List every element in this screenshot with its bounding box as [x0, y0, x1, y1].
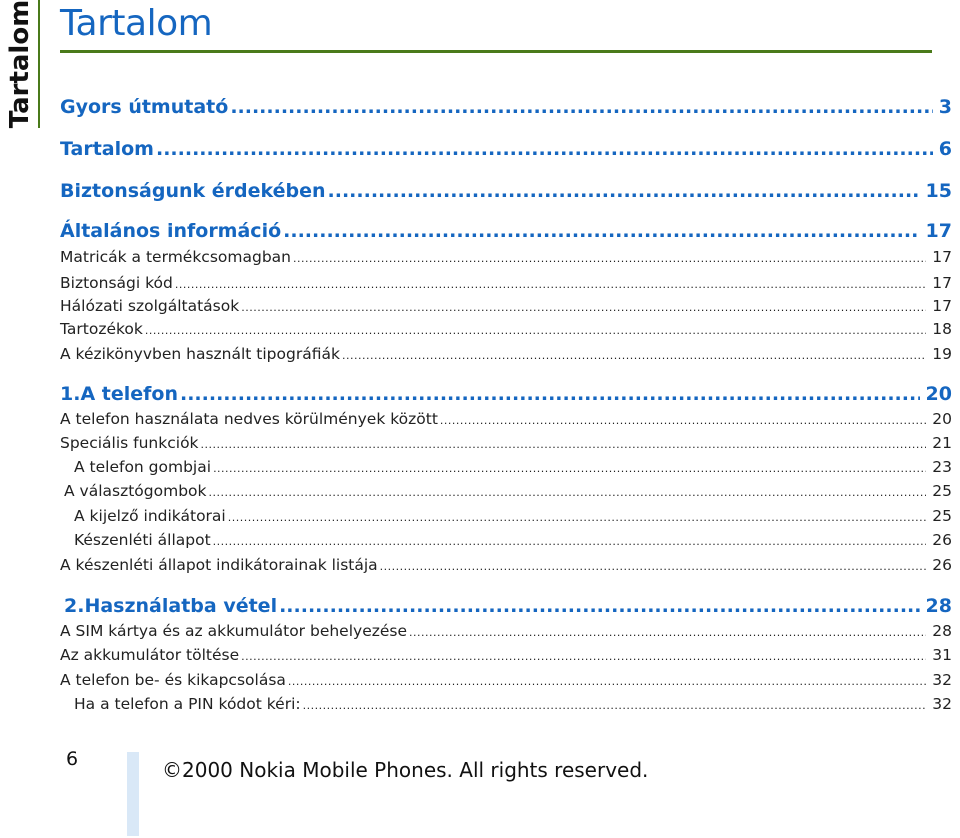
toc-page-number: 31 — [932, 646, 952, 664]
toc-section-entry[interactable] — [60, 297, 952, 315]
toc-section-entry[interactable] — [60, 248, 952, 266]
toc-dot-leader — [380, 556, 927, 574]
toc-section-entry[interactable] — [60, 482, 952, 500]
toc-section-entry[interactable] — [60, 622, 952, 640]
toc-chapter-entry[interactable] — [60, 96, 952, 118]
toc-entry-title: Tartozékok — [60, 320, 143, 338]
toc-page-number: 20 — [932, 410, 952, 428]
toc-page-number: 17 — [932, 248, 952, 266]
toc-dot-leader — [288, 671, 926, 689]
footer-page-number: 6 — [66, 748, 79, 770]
toc-dot-leader — [241, 646, 926, 664]
toc-page-number: 17 — [925, 220, 952, 242]
toc-dot-leader — [342, 345, 926, 363]
toc-entry-title: A kijelző indikátorai — [74, 507, 226, 525]
toc-page-number: 17 — [932, 274, 952, 292]
toc-chapter-entry[interactable] — [60, 138, 952, 160]
toc-entry-title: Matricák a termékcsomagban — [60, 248, 291, 266]
toc-page-number: 28 — [925, 595, 952, 617]
toc-entry-title: A telefon gombjai — [74, 458, 212, 476]
toc-entry-title: Hálózati szolgáltatások — [60, 297, 240, 315]
toc-entry-title: Ha a telefon a PIN kódot kéri: — [74, 695, 301, 713]
toc-entry-title: 1.A telefon — [60, 383, 178, 405]
footer-bar — [127, 752, 139, 836]
side-tab — [0, 0, 40, 128]
toc-entry-title: A kézikönyvben használt tipográfiák — [60, 345, 340, 363]
toc-page-number: 26 — [932, 531, 952, 549]
toc-page-number: 17 — [932, 297, 952, 315]
toc-section-entry[interactable] — [60, 274, 952, 292]
toc-dot-leader — [440, 410, 926, 428]
toc-dot-leader — [209, 482, 927, 500]
toc-entry-title: Általános információ — [60, 220, 282, 242]
toc-entry-title: Speciális funkciók — [60, 434, 199, 452]
toc-page-number: 25 — [932, 482, 952, 500]
toc-section-entry[interactable] — [60, 531, 952, 549]
toc-section-entry[interactable] — [60, 434, 952, 452]
toc-entry-title: Biztonsági kód — [60, 274, 173, 292]
toc-page-number: 32 — [932, 671, 952, 689]
toc-dot-leader — [213, 458, 926, 476]
toc-section-entry[interactable] — [60, 507, 952, 525]
toc-dot-leader — [283, 220, 919, 242]
toc-dot-leader — [201, 434, 927, 452]
side-tab-label: Tartalom — [5, 0, 35, 129]
toc-page-number: 32 — [932, 695, 952, 713]
title-rule — [60, 50, 932, 53]
toc-entry-title: Készenléti állapot — [74, 531, 211, 549]
toc-page-number: 26 — [932, 556, 952, 574]
toc-entry-title: Gyors útmutató — [60, 96, 229, 118]
toc-page-number: 25 — [932, 507, 952, 525]
toc-page-number: 6 — [938, 138, 952, 160]
toc-entry-title: Biztonságunk érdekében — [60, 180, 326, 202]
toc-dot-leader — [228, 507, 927, 525]
toc-section-entry[interactable] — [60, 410, 952, 428]
toc-page-number: 28 — [932, 622, 952, 640]
toc-entry-title: Az akkumulátor töltése — [60, 646, 240, 664]
toc-entry-title: Tartalom — [60, 138, 154, 160]
toc-page-number: 3 — [938, 96, 952, 118]
toc-section-entry[interactable] — [60, 345, 952, 363]
toc-dot-leader — [156, 138, 933, 160]
toc-dot-leader — [293, 248, 926, 266]
toc-page-number: 18 — [932, 320, 952, 338]
toc-chapter-entry[interactable] — [60, 383, 952, 405]
toc-entry-title: A készenléti állapot indikátorainak listája — [60, 556, 378, 574]
toc-section-entry[interactable] — [60, 646, 952, 664]
toc-dot-leader — [241, 297, 926, 315]
toc-chapter-entry[interactable] — [60, 220, 952, 242]
toc-entry-title: 2.Használatba vétel — [64, 595, 278, 617]
toc-dot-leader — [303, 695, 927, 713]
toc-section-entry[interactable] — [60, 671, 952, 689]
toc-dot-leader — [230, 96, 932, 118]
toc-chapter-entry[interactable] — [60, 595, 952, 617]
toc-dot-leader — [409, 622, 926, 640]
toc-page-number: 21 — [932, 434, 952, 452]
toc-section-entry[interactable] — [60, 458, 952, 476]
toc-dot-leader — [145, 320, 926, 338]
toc-dot-leader — [213, 531, 927, 549]
toc-page-number: 15 — [925, 180, 952, 202]
toc-section-entry[interactable] — [60, 695, 952, 713]
toc-chapter-entry[interactable] — [60, 180, 952, 202]
toc-entry-title: A SIM kártya és az akkumulátor behelyezése — [60, 622, 408, 640]
toc-section-entry[interactable] — [60, 320, 952, 338]
page-title: Tartalom — [60, 3, 213, 44]
toc-page-number: 23 — [932, 458, 952, 476]
toc-page-number: 20 — [925, 383, 952, 405]
toc-page-number: 19 — [932, 345, 952, 363]
toc-entry-title: A telefon be- és kikapcsolása — [60, 671, 286, 689]
toc-dot-leader — [180, 383, 920, 405]
toc-entry-title: A választógombok — [64, 482, 207, 500]
copyright-notice: ©2000 Nokia Mobile Phones. All rights reserved. — [162, 758, 649, 782]
toc-entry-title: A telefon használata nedves körülmények között — [60, 410, 438, 428]
toc-section-entry[interactable] — [60, 556, 952, 574]
toc-dot-leader — [175, 274, 926, 292]
toc-dot-leader — [328, 180, 920, 202]
toc-dot-leader — [279, 595, 919, 617]
